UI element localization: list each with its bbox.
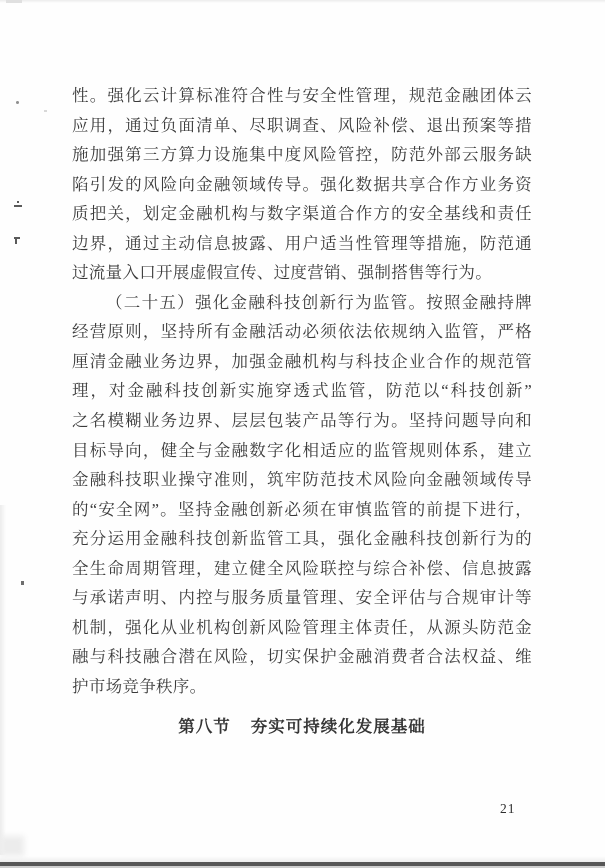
text-line: 应用，通过负面清单、尽职调查、风险补偿、退出预案等措 [72,115,532,135]
section-heading-label: 第八节 [178,717,231,736]
text-line: 目标导向，健全与金融数字化相适应的监管规则体系，建立 [72,440,532,460]
text-line: 陷引发的风险向金融领域传导。强化数据共享合作方业务资 [72,174,532,194]
text-line: 理，对金融科技创新实施穿透式监管，防范以“科技创新” [72,381,532,401]
scan-artifact [17,201,19,203]
text-line: 与承诺声明、内控与服务质量管理、安全评估与合规审计等 [72,588,532,608]
text-line: 边界，通过主动信息披露、用户适当性管理等措施，防范通 [72,233,532,253]
text-line: 经营原则，坚持所有金融活动必须依法依规纳入监管，严格 [72,322,532,342]
text-line: 施加强第三方算力设施集中度风险管控，防范外部云服务缺 [72,145,532,165]
text-line: 全生命周期管理，建立健全风险联控与综合补偿、信息披露 [72,558,532,578]
scan-artifact [14,237,20,239]
scan-edge-top [0,0,605,3]
text-line: 厘清金融业务边界，加强金融机构与科技企业合作的规范管 [72,351,532,371]
text-line: 质把关，划定金融机构与数字渠道合作方的安全基线和责任 [72,204,532,224]
scan-artifact [44,110,47,112]
text-line: 机制，强化从业机构创新风险管理主体责任，从源头防范金 [72,617,532,637]
section-heading-title: 夯实可持续化发展基础 [250,717,426,736]
scan-artifact [16,101,19,104]
text-line: 的“安全网”。坚持金融创新必须在审慎监管的前提下进行， [72,499,532,519]
scan-artifact [21,581,24,585]
text-line: 护市场竞争秩序。 [72,676,207,696]
scan-artifact [6,0,22,3]
section-heading [72,715,532,739]
text-line: 充分运用金融科技创新监管工具，强化金融科技创新行为的 [72,529,532,549]
scan-edge-left [0,505,6,855]
page-number: 21 [500,801,516,816]
text-line: 性。强化云计算标准符合性与安全性管理，规范金融团体云 [72,86,532,105]
text-line: 融与科技融合潜在风险，切实保护金融消费者合法权益、维 [72,647,532,667]
body-text [72,81,532,701]
scan-artifact [14,205,22,207]
text-line: 金融科技职业操守准则，筑牢防范技术风险向金融领域传导 [72,470,532,490]
text-line: 过流量入口开展虚假宣传、过度营销、强制搭售等行为。 [72,263,492,283]
text-line: 之名模糊业务边界、层层包装产品等行为。坚持问题导向和 [72,411,532,431]
scan-artifact [0,836,24,856]
text-line: （二十五）强化金融科技创新行为监管。按照金融持牌 [106,292,532,312]
